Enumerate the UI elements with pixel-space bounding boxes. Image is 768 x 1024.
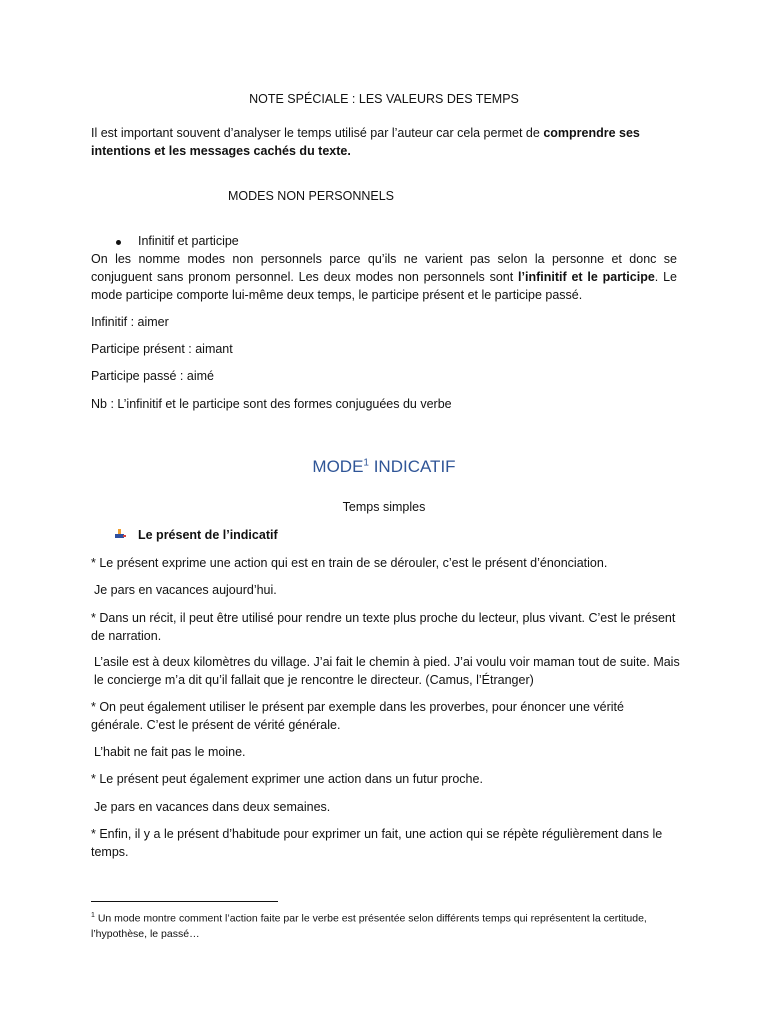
present-p2: * Dans un récit, il peut être utilisé pour rendre un texte plus proche du lecteur, plus vivant. C’est le présent de narration. — [91, 611, 676, 643]
present-p4: * Le présent peut également exprimer une action dans un futur proche. — [91, 772, 483, 786]
modes-text-before: On les nomme modes non personnels parce qu’ils ne varient pas selon la personne et donc se conjuguent sans pronom personnel. Les deux modes non personnels sont — [91, 252, 677, 284]
intro-bold: comprendre ses intentions et les messages cachés du texte. — [91, 126, 640, 158]
footnote-ref[interactable]: 1 — [363, 457, 369, 469]
present-ex4: Je pars en vacances dans deux semaines. — [94, 800, 331, 814]
intro-paragraph — [91, 124, 677, 160]
footnote — [91, 908, 677, 942]
present-p5: * Enfin, il y a le présent d’habitude pour exprimer un fait, une action qui se répète régulièrement dans le temps. — [91, 827, 663, 859]
bullet-dot — [116, 240, 121, 245]
subheading-temps-simples: Temps simples — [342, 500, 426, 514]
modes-paragraph — [91, 250, 677, 304]
heading-indicatif-word: INDICATIF — [368, 457, 456, 476]
heading-mode-word: MODE — [312, 457, 364, 476]
page-title: NOTE SPÉCIALE : LES VALEURS DES TEMPS — [249, 92, 519, 106]
heading-mode-indicatif — [91, 455, 677, 479]
intro-text: Il est important souvent d’analyser le temps utilisé par l’auteur car cela permet de — [91, 126, 544, 140]
bullet-item-infinitif: Infinitif et participe — [138, 234, 239, 248]
present-ex2: L’asile est à deux kilomètres du village. J’ai fait le chemin à pied. J’ai voulu voir maman tout de suite. Mais le concierge m’a dit qu’il fallait que je rencontre le directeur. (Camus, l’Étranger) — [94, 655, 680, 687]
present-ex1: Je pars en vacances aujourd’hui. — [94, 583, 277, 597]
present-p3: * On peut également utiliser le présent par exemple dans les proverbes, pour énoncer une vérité générale. C’est le présent de vérité générale. — [91, 700, 624, 732]
present-ex3: L’habit ne fait pas le moine. — [94, 745, 246, 759]
pointing-hand-icon — [113, 528, 127, 540]
present-title: Le présent de l’indicatif — [138, 528, 278, 542]
present-p1: * Le présent exprime une action qui est en train de se dérouler, c’est le présent d’énonciation. — [91, 556, 608, 570]
example-participe-present: Participe présent : aimant — [91, 342, 233, 356]
section-heading-modes-non-personnels: MODES NON PERSONNELS — [228, 189, 395, 203]
footnote-separator — [91, 901, 278, 902]
example-participe-passe: Participe passé : aimé — [91, 369, 214, 383]
footnote-number: 1 — [91, 912, 95, 919]
modes-bold: l’infinitif et le participe — [518, 270, 655, 284]
footnote-text: Un mode montre comment l’action faite par le verbe est présentée selon différents temps qui représentent la certitude, l’hypothèse, le passé… — [91, 912, 647, 940]
note-nb: Nb : L’infinitif et le participe sont des formes conjuguées du verbe — [91, 397, 452, 411]
modes-text-after: . Le mode participe comporte lui-même deux temps, le participe présent et le participe passé. — [91, 270, 677, 302]
example-infinitif: Infinitif : aimer — [91, 315, 169, 329]
